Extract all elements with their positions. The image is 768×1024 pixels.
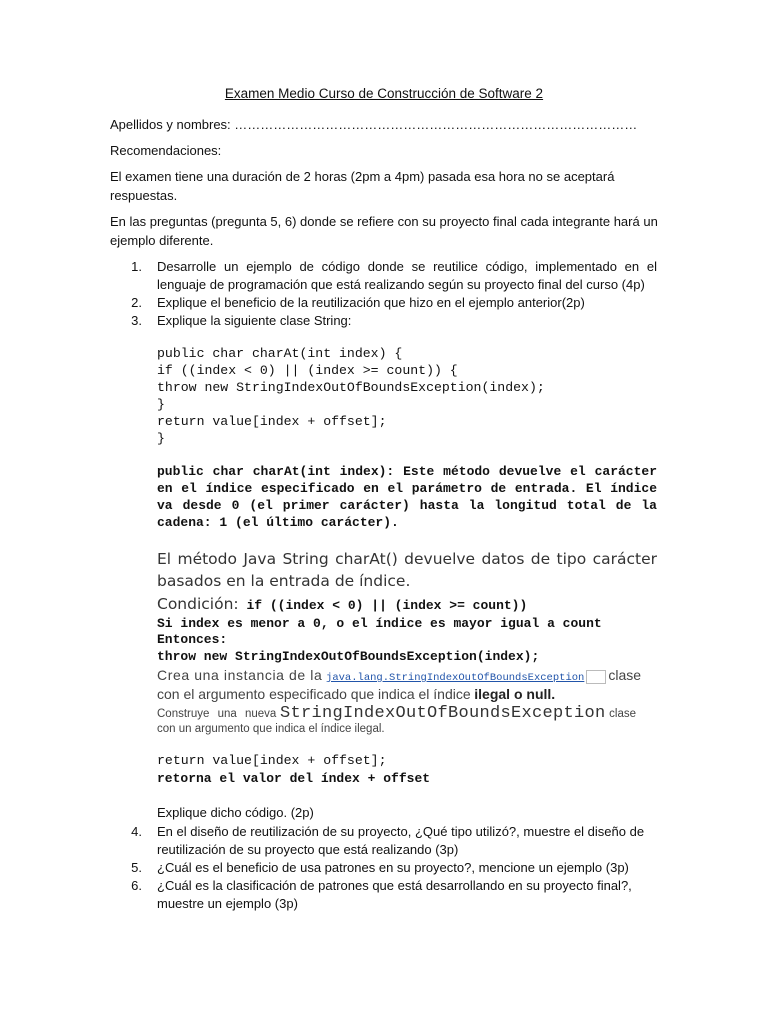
instance-clase: clase <box>608 667 642 683</box>
condition-line-3: throw new StringIndexOutOfBoundsException(index); <box>157 649 540 664</box>
method-description-line-1: El método Java String charAt() devuelve datos de tipo carácter <box>157 550 657 568</box>
question-1-number: 1. <box>131 259 142 274</box>
question-6-line-2: muestre un ejemplo (3p) <box>157 896 298 911</box>
question-6-line-1: ¿Cuál es la clasificación de patrones que está desarrollando en su proyecto final?, <box>157 878 632 893</box>
question-2-text: Explique el beneficio de la reutilización que hizo en el ejemplo anterior(2p) <box>157 295 585 310</box>
code-line-6: } <box>157 431 165 446</box>
exam-title: Examen Medio Curso de Construcción de Software 2 <box>224 86 544 101</box>
question-4-number: 4. <box>131 824 142 839</box>
question-4-line-2: reutilización de su proyecto que está realizando (3p) <box>157 842 459 857</box>
question-3-number: 3. <box>131 313 142 328</box>
condition-line-2: Entonces: <box>157 632 228 647</box>
recommendation-1-line-2: respuestas. <box>110 188 178 203</box>
code-line-4: } <box>157 397 165 412</box>
construye-clase: clase <box>609 708 636 720</box>
instance-line-2: con el argumento especificado que indica el índice <box>157 686 471 702</box>
return-description: retorna el valor del índex + offset <box>157 771 431 786</box>
method-description-line-2: basados en la entrada de índice. <box>157 572 411 590</box>
question-5-number: 5. <box>131 860 142 875</box>
question-2-number: 2. <box>131 295 142 310</box>
explanation-line-2: en el índice especificado en el parámetro de entrada. El índice <box>157 481 657 496</box>
code-line-3: throw new StringIndexOutOfBoundsException(index); <box>157 380 545 395</box>
question-1-line-1: Desarrolle un ejemplo de código donde se reutilice código, implementado en el <box>157 259 657 274</box>
name-line: Apellidos y nombres: ………………………………………………………………………………… <box>110 117 638 132</box>
condition-label: Condición: <box>157 595 239 613</box>
question-6-number: 6. <box>131 878 142 893</box>
question-4-line-1: En el diseño de reutilización de su proyecto, ¿Qué tipo utilizó?, muestre el diseño de <box>157 824 645 839</box>
recommendations-heading: Recomendaciones: <box>110 143 222 158</box>
code-line-1: public char charAt(int index) { <box>157 346 403 361</box>
construye-text: Construye una nueva <box>157 708 277 720</box>
question-5-text: ¿Cuál es el beneficio de usa patrones en su proyecto?, mencione un ejemplo (3p) <box>157 860 629 875</box>
condition-line-1: Si index es menor a 0, o el índice es mayor igual a count <box>157 616 602 631</box>
recommendation-2-line-1: En las preguntas (pregunta 5, 6) donde se refiere con su proyecto final cada integrante hará un <box>110 214 658 229</box>
explanation-line-4: cadena: 1 (el último carácter). <box>157 515 399 530</box>
explanation-line-1: public char charAt(int index): Este método devuelve el carácter <box>157 464 657 479</box>
link-box <box>586 670 606 684</box>
instance-text: Crea una instancia de la <box>157 667 323 683</box>
code-line-2: if ((index < 0) || (index >= count)) { <box>157 363 458 378</box>
construye-code: StringIndexOutOfBoundsException <box>279 704 606 723</box>
question-3-text: Explique la siguiente clase String: <box>157 313 352 328</box>
code-line-5: return value[index + offset]; <box>157 414 387 429</box>
recommendation-2-line-2: ejemplo diferente. <box>110 233 214 248</box>
explain-code-text: Explique dicho código. (2p) <box>157 805 314 820</box>
instance-line-2-bold: ilegal o null. <box>474 686 556 702</box>
recommendation-1-line-1: El examen tiene una duración de 2 horas (2pm a 4pm) pasada esa hora no se aceptará <box>110 169 615 184</box>
exception-class-link[interactable]: java.lang.StringIndexOutOfBoundsException <box>326 672 585 684</box>
construye-line-2: con un argumento que indica el índice ilegal. <box>157 723 385 735</box>
condition-code: if ((index < 0) || (index >= count)) <box>238 598 528 613</box>
question-1-line-2: lenguaje de programación que está realizando según su proyecto final del curso (4p) <box>157 277 645 292</box>
return-code: return value[index + offset]; <box>157 753 387 768</box>
explanation-line-3: va desde 0 (el primer carácter) hasta la longitud total de la <box>157 498 657 513</box>
